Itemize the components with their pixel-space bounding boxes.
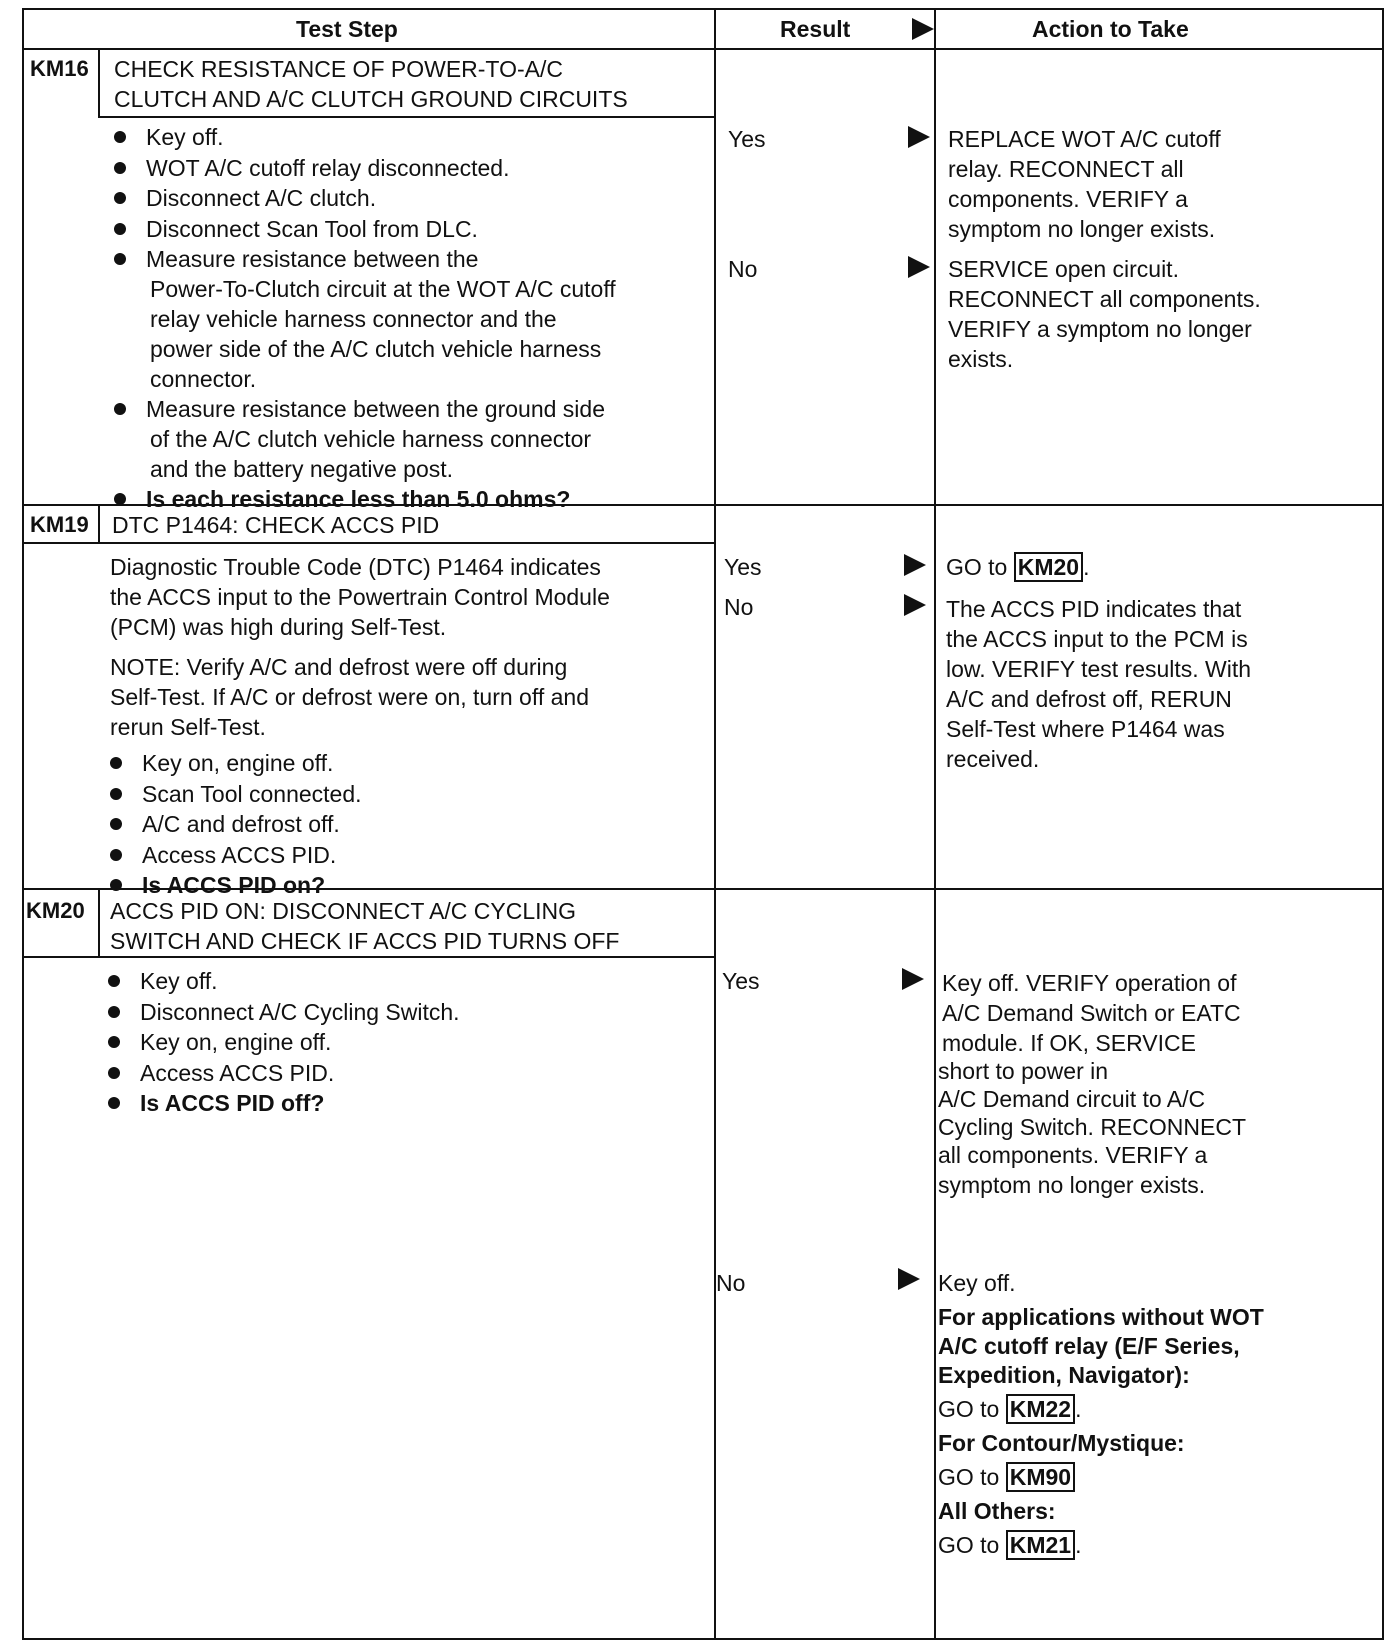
km19-title-rule bbox=[24, 542, 714, 544]
header-result: Result bbox=[780, 16, 851, 42]
list-item: A/C and defrost off. bbox=[104, 809, 362, 840]
list-item: Measure resistance between the ground side bbox=[108, 394, 605, 425]
code-divider-km19 bbox=[98, 506, 100, 542]
km19-intro-2: the ACCS input to the Powertrain Control Module bbox=[110, 584, 610, 610]
km20-no: No bbox=[716, 1270, 746, 1296]
km20-no-group3-head: All Others: bbox=[938, 1498, 1056, 1524]
km16-yes-action-4: symptom no longer exists. bbox=[948, 216, 1216, 242]
km19-yes-action: GO to KM20 . bbox=[946, 554, 1090, 580]
go-to-km22-link[interactable]: KM22 bbox=[1006, 1394, 1075, 1424]
go-to-km20-link[interactable]: KM20 bbox=[1014, 552, 1083, 582]
result-arrow-icon bbox=[898, 1268, 920, 1290]
km16-no: No bbox=[728, 256, 758, 282]
km16-yes-action-1: REPLACE WOT A/C cutoff bbox=[948, 126, 1221, 152]
km16-no-action-1: SERVICE open circuit. bbox=[948, 256, 1179, 282]
km19-no-action-2: the ACCS input to the PCM is bbox=[946, 626, 1248, 652]
km19-no-action-4: A/C and defrost off, RERUN bbox=[946, 686, 1232, 712]
col-divider-action bbox=[934, 10, 936, 1638]
list-item: Key on, engine off. bbox=[102, 1027, 460, 1058]
km19-no-action-5: Self-Test where P1464 was bbox=[946, 716, 1225, 742]
km16-bullet-cont: and the battery negative post. bbox=[150, 456, 454, 482]
km16-yes-action-2: relay. RECONNECT all bbox=[948, 156, 1184, 182]
list-item: Access ACCS PID. bbox=[102, 1058, 460, 1089]
km16-no-action-2: RECONNECT all components. bbox=[948, 286, 1261, 312]
go-to-km21-link[interactable]: KM21 bbox=[1006, 1530, 1075, 1560]
km16-bullet-cont: connector. bbox=[150, 366, 257, 392]
list-item: Is ACCS PID off? bbox=[102, 1088, 460, 1119]
col-divider-result bbox=[714, 10, 716, 1638]
km19-no-action-6: received. bbox=[946, 746, 1040, 772]
step-code-km20: KM20 bbox=[26, 898, 85, 923]
km16-yes: Yes bbox=[728, 126, 766, 152]
km19-intro-3: (PCM) was high during Self-Test. bbox=[110, 614, 447, 640]
km20-no-group1-head-2: A/C cutoff relay (E/F Series, bbox=[938, 1333, 1240, 1359]
header-test-step: Test Step bbox=[296, 16, 398, 42]
km20-no-group1-goto: GO to KM22 . bbox=[938, 1396, 1082, 1422]
km19-bullets bbox=[104, 748, 362, 901]
step-code-km16: KM16 bbox=[30, 56, 89, 81]
km19-yes: Yes bbox=[724, 554, 762, 580]
km16-bullets bbox=[108, 122, 510, 275]
km19-note-1: NOTE: Verify A/C and defrost were off during bbox=[110, 654, 568, 680]
result-arrow-icon bbox=[908, 256, 930, 278]
km20-no-group3-goto: GO to KM21 . bbox=[938, 1532, 1082, 1558]
km16-no-action-3: VERIFY a symptom no longer bbox=[948, 316, 1252, 342]
km20-title-line-1: ACCS PID ON: DISCONNECT A/C CYCLING bbox=[110, 898, 577, 924]
km20-yes-action-3: module. If OK, SERVICE bbox=[942, 1030, 1196, 1056]
list-item: Is each resistance less than 5.0 ohms? bbox=[108, 484, 570, 515]
km19-note-3: rerun Self-Test. bbox=[110, 714, 266, 740]
header-rule bbox=[24, 48, 1382, 50]
km19-no-action-3: low. VERIFY test results. With bbox=[946, 656, 1252, 682]
km20-yes-action-6: Cycling Switch. RECONNECT bbox=[938, 1114, 1246, 1140]
result-arrow-icon bbox=[904, 554, 926, 576]
km20-yes-action-5: A/C Demand circuit to A/C bbox=[938, 1086, 1206, 1112]
km16-yes-action-3: components. VERIFY a bbox=[948, 186, 1188, 212]
km20-yes-action-4: short to power in bbox=[938, 1058, 1109, 1084]
list-item: WOT A/C cutoff relay disconnected. bbox=[108, 153, 510, 184]
list-item: Key off. bbox=[102, 966, 460, 997]
result-arrow-icon bbox=[904, 594, 926, 616]
km20-yes: Yes bbox=[722, 968, 760, 994]
list-item: Key on, engine off. bbox=[104, 748, 362, 779]
list-item: Disconnect A/C Cycling Switch. bbox=[102, 997, 460, 1028]
km16-bullet-cont: power side of the A/C clutch vehicle harness bbox=[150, 336, 602, 362]
km20-no-group2-goto: GO to KM90 bbox=[938, 1462, 1075, 1493]
header-action: Action to Take bbox=[1032, 16, 1189, 42]
km16-title-rule bbox=[98, 116, 714, 118]
km20-no-group1-head-3: Expedition, Navigator): bbox=[938, 1362, 1190, 1388]
km20-no-group2-head: For Contour/Mystique: bbox=[938, 1430, 1185, 1456]
km16-title-line-1: CHECK RESISTANCE OF POWER-TO-A/C bbox=[114, 56, 563, 82]
km16-bullets-2 bbox=[108, 394, 605, 425]
result-arrow-icon bbox=[902, 968, 924, 990]
km19-intro-1: Diagnostic Trouble Code (DTC) P1464 indicates bbox=[110, 554, 601, 580]
header-arrow-icon bbox=[912, 18, 934, 40]
go-to-km90-link[interactable]: KM90 bbox=[1006, 1462, 1075, 1492]
km20-yes-action-1: Key off. VERIFY operation of bbox=[942, 970, 1237, 996]
list-item: Access ACCS PID. bbox=[104, 840, 362, 871]
km20-yes-action-7: all components. VERIFY a bbox=[938, 1142, 1208, 1168]
km20-no-group1-head-1: For applications without WOT bbox=[938, 1304, 1264, 1330]
km20-yes-action-8: symptom no longer exists. bbox=[938, 1172, 1206, 1198]
km20-yes-action-2: A/C Demand Switch or EATC bbox=[942, 1000, 1241, 1026]
step-code-km19: KM19 bbox=[30, 512, 89, 537]
list-item: Disconnect Scan Tool from DLC. bbox=[108, 214, 510, 245]
km19-no-action-1: The ACCS PID indicates that bbox=[946, 596, 1242, 622]
km16-bullet-cont: relay vehicle harness connector and the bbox=[150, 306, 557, 332]
list-item: Scan Tool connected. bbox=[104, 779, 362, 810]
list-item: Is ACCS PID on? bbox=[104, 870, 362, 901]
code-divider-km16 bbox=[98, 50, 100, 116]
km20-no-action-line1: Key off. bbox=[938, 1270, 1016, 1296]
list-item: Disconnect A/C clutch. bbox=[108, 183, 510, 214]
code-divider-km20 bbox=[98, 890, 100, 956]
diagnostic-table bbox=[22, 8, 1384, 1640]
list-item: Key off. bbox=[108, 122, 510, 153]
list-item: Measure resistance between the bbox=[108, 244, 510, 275]
km20-bullets bbox=[102, 966, 460, 1119]
km16-no-action-4: exists. bbox=[948, 346, 1014, 372]
km19-title: DTC P1464: CHECK ACCS PID bbox=[112, 512, 440, 538]
km16-bullet-cont: Power-To-Clutch circuit at the WOT A/C cutoff bbox=[150, 276, 616, 302]
km16-title-line-2: CLUTCH AND A/C CLUTCH GROUND CIRCUITS bbox=[114, 86, 628, 112]
result-arrow-icon bbox=[908, 126, 930, 148]
km19-note-2: Self-Test. If A/C or defrost were on, turn off and bbox=[110, 684, 589, 710]
km16-bullet-cont: of the A/C clutch vehicle harness connector bbox=[150, 426, 592, 452]
km19-no: No bbox=[724, 594, 754, 620]
km20-title-line-2: SWITCH AND CHECK IF ACCS PID TURNS OFF bbox=[110, 928, 620, 954]
